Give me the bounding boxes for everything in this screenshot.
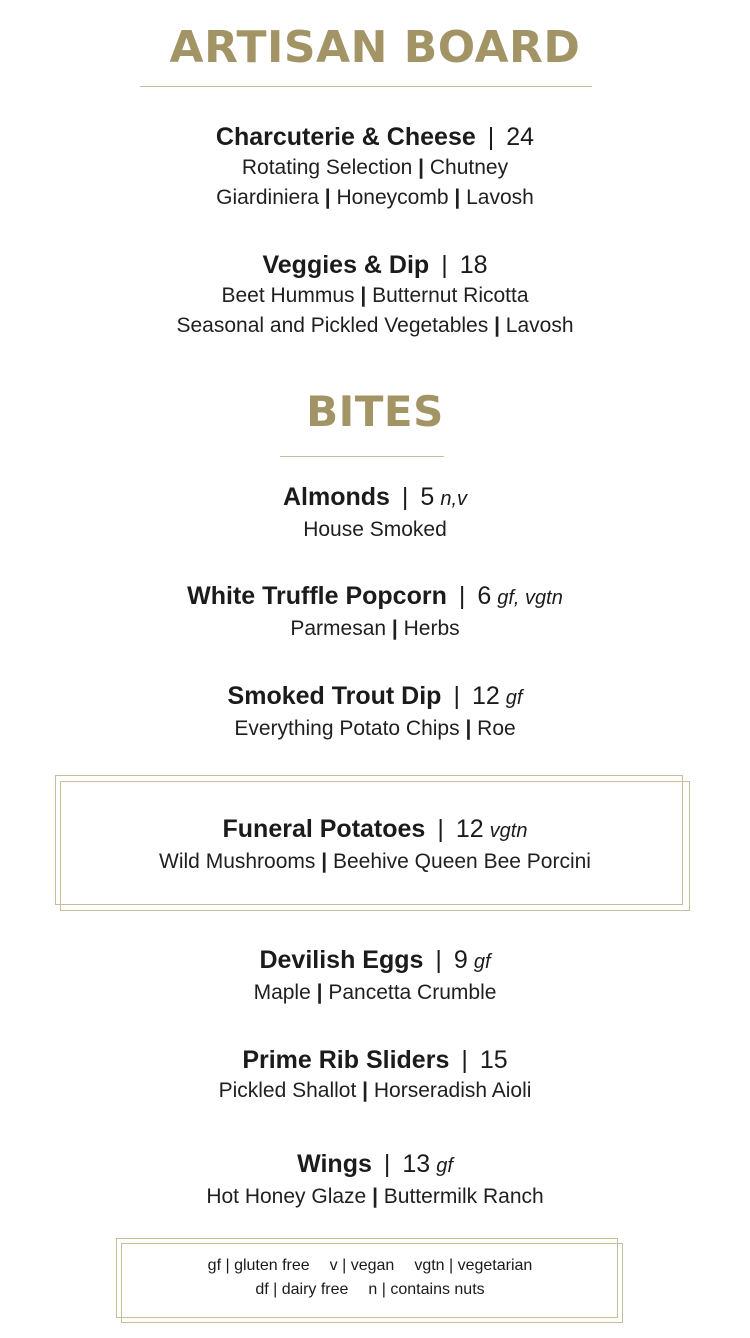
item-price: 15 — [479, 1046, 508, 1074]
legend-dairy-free: df | dairy free — [255, 1281, 349, 1298]
item-price: 9 — [453, 946, 468, 974]
artisan-board-title: ARTISAN BOARD — [169, 22, 581, 73]
menu-item-almonds: Almonds | 5 n,v House Smoked — [0, 481, 750, 545]
legend-vegetarian: vgtn | vegetarian — [414, 1257, 533, 1274]
dietary-tag: n,v — [440, 488, 468, 510]
item-name: Prime Rib Sliders — [242, 1046, 450, 1074]
menu-item-trout-dip: Smoked Trout Dip | 12 gf Everything Potato Chips | Roe — [0, 680, 750, 744]
item-description: Wild Mushrooms | Beehive Queen Bee Porcini — [159, 850, 591, 873]
separator-bar: | — [391, 617, 398, 640]
legend-vegan: v | vegan — [329, 1257, 395, 1274]
separator-bar: | — [372, 1185, 378, 1208]
item-price: 13 — [402, 1150, 431, 1178]
dietary-legend-line-2 — [120, 1278, 620, 1302]
separator-bar: | — [316, 981, 323, 1004]
separator-bar: | — [321, 850, 328, 873]
dietary-tag: gf — [473, 951, 491, 973]
item-description: Hot Honey Glaze | Buttermilk Ranch — [206, 1185, 544, 1208]
menu-item-funeral-potatoes: Funeral Potatoes | 12 vgtn Wild Mushrooms | Beehive Queen Bee Porcini — [0, 813, 750, 877]
menu-item-wings: Wings | 13 gf Hot Honey Glaze | Buttermilk Ranch — [0, 1148, 750, 1212]
item-description: Rotating Selection | Chutney — [241, 156, 509, 179]
legend-contains-nuts: n | contains nuts — [368, 1281, 485, 1298]
separator-bar: | — [418, 156, 425, 179]
item-description: Maple | Pancetta Crumble — [253, 981, 497, 1004]
item-name: Almonds — [282, 483, 390, 511]
separator-bar: | — [465, 717, 472, 740]
item-price: 6 — [477, 582, 492, 610]
item-description: House Smoked — [303, 518, 447, 541]
dietary-tag: vgtn — [489, 820, 528, 842]
dietary-legend-line-1 — [120, 1254, 620, 1278]
separator-bar: | — [362, 1079, 369, 1102]
legend-gluten-free: gf | gluten free — [207, 1257, 310, 1274]
item-description: Parmesan | Herbs — [290, 617, 460, 640]
menu-item-devilish-eggs: Devilish Eggs | 9 gf Maple | Pancetta Crumble — [0, 944, 750, 1008]
separator-bar: | — [360, 284, 367, 307]
menu-item-charcuterie: Charcuterie & Cheese | 24 Rotating Selection | Chutney Giardiniera | Honeycomb | Lavosh — [0, 121, 750, 213]
item-name: Funeral Potatoes — [222, 815, 426, 843]
item-name: Devilish Eggs — [259, 946, 424, 974]
item-name: Smoked Trout Dip — [227, 682, 442, 710]
separator-bar: | — [454, 186, 461, 209]
item-price: 18 — [459, 251, 488, 279]
item-description: Everything Potato Chips | Roe — [234, 717, 516, 740]
separator-bar: | — [494, 314, 500, 337]
item-description: Pickled Shallot | Horseradish Aioli — [218, 1079, 532, 1102]
item-price: 12 — [471, 682, 500, 710]
item-description: Beet Hummus | Butternut Ricotta — [221, 284, 529, 307]
item-price: 5 — [420, 483, 435, 511]
dietary-tag: gf — [505, 687, 523, 709]
menu-item-truffle-popcorn: White Truffle Popcorn | 6 gf, vgtn Parmesan | Herbs — [0, 580, 750, 644]
separator-bar: | — [324, 186, 331, 209]
bites-title: BITES — [306, 387, 444, 436]
bites-title-rule — [280, 456, 444, 457]
item-description: Seasonal and Pickled Vegetables | Lavosh — [176, 314, 574, 337]
artisan-title-rule — [140, 86, 592, 87]
item-description: Giardiniera | Honeycomb | Lavosh — [216, 186, 534, 209]
menu-item-prime-rib-sliders: Prime Rib Sliders | 15 Pickled Shallot | Horseradish Aioli — [0, 1044, 750, 1106]
item-name: White Truffle Popcorn — [187, 582, 447, 610]
item-name: Wings — [297, 1150, 372, 1178]
menu-item-veggies-dip: Veggies & Dip | 18 Beet Hummus | Butternut Ricotta Seasonal and Pickled Vegetables | Lavosh — [0, 249, 750, 341]
dietary-tag: gf, vgtn — [497, 587, 563, 609]
dietary-tag: gf — [436, 1155, 453, 1177]
item-price: 12 — [455, 815, 484, 843]
item-name: Veggies & Dip — [262, 251, 430, 279]
item-price: 24 — [506, 123, 535, 151]
item-name: Charcuterie & Cheese — [215, 123, 476, 151]
